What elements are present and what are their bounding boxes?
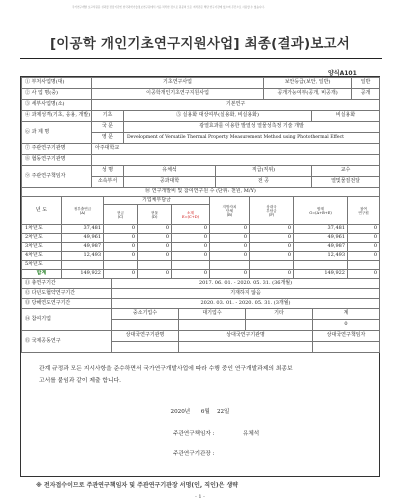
funding-cell-local: 0 <box>210 234 250 243</box>
value-total-period: 2017. 06. 01. - 2020. 05. 31. (36개월) <box>112 279 380 289</box>
funding-cell-staff: 0 <box>348 243 380 252</box>
partners-h-large: 대기업수 <box>179 309 246 320</box>
label-dept-program: ① 부처사업명(대) <box>22 78 92 89</box>
sign-date <box>21 407 379 415</box>
funding-cell-kind: 0 <box>138 252 172 261</box>
sum-sub: 0 <box>172 270 210 279</box>
label-project-title: ⑥ 과 제 명 <box>22 122 92 144</box>
value-disclosure: 공개 <box>352 89 380 100</box>
funding-row <box>22 252 380 261</box>
sum-gov: 149,922 <box>62 270 104 279</box>
label-intl: ⑮ 국제공동연구 <box>22 331 112 353</box>
funding-cell-total <box>294 261 348 270</box>
value-dept: 공과대학 <box>124 177 216 188</box>
pledge-line-2: 고서를 붙임과 같이 제출 합니다. <box>39 378 122 384</box>
label-disclosure: 공개가능여부(공개, 비공개) <box>264 89 352 100</box>
funding-cell-staff: 0 <box>348 252 380 261</box>
sum-label: 합계 <box>22 270 62 279</box>
funding-row <box>22 243 380 252</box>
col-cash: 현금 (C) <box>104 205 138 225</box>
value-program: 이공학개인기초연구지원사업 <box>92 89 264 100</box>
sign-day: 22일 <box>216 409 230 415</box>
sign-inst-label: 주관연구기관장 : <box>173 451 215 457</box>
col-subtotal: 소계 E=(C+D) <box>172 205 210 225</box>
funding-cell-cash <box>104 261 138 270</box>
funding-cell-sub <box>172 261 210 270</box>
intl-v-inst-2 <box>179 342 313 353</box>
sum-total: 149,922 <box>294 270 348 279</box>
page-number: - 1 - <box>195 494 205 500</box>
intl-h-inst-1: 상대국연구기관명 <box>112 331 179 342</box>
label-project-type: ④ 과제성격(기초, 응용, 개발) <box>22 111 92 122</box>
sign-year: 2020년 <box>170 409 191 415</box>
funding-rows <box>22 225 380 270</box>
label-total-period: ⑪ 총연구기간 <box>22 279 112 289</box>
col-total: 합계 G=(A+B+E) <box>294 197 348 225</box>
funding-cell-year: 4차년도 <box>22 252 62 261</box>
funding-cell-sub: 0 <box>172 252 210 261</box>
funding-cell-year: 2차년도 <box>22 234 62 243</box>
value-coop-institution <box>92 155 380 166</box>
funding-table <box>21 187 380 279</box>
label-position: 직급(직위) <box>216 166 312 177</box>
pledge-line-1: 관계 규정과 모든 지시사항을 준수하면서 국가연구개발사업에 따라 수행 중인 연구개발과제의 최종보 <box>39 366 293 372</box>
intl-v-inst-1 <box>112 342 179 353</box>
intl-h-inst-2: 상대국연구기관명 <box>179 331 313 342</box>
funding-cell-sub: 0 <box>172 243 210 252</box>
col-other: 상대국 부담금 (F) <box>250 197 294 225</box>
partners-h-other: 기타 <box>246 309 313 320</box>
funding-cell-other: 0 <box>250 225 294 234</box>
label-commercialization: ⑤ 실용화 대상여부(실용화, 비실용화) <box>124 111 312 122</box>
funding-cell-kind <box>138 261 172 270</box>
partners-v-other <box>246 320 313 331</box>
funding-cell-year: 1차년도 <box>22 225 62 234</box>
sum-kind: 0 <box>138 270 172 279</box>
funding-row <box>22 261 380 270</box>
col-gov: 정부출연금 (A) <box>62 197 104 225</box>
funding-cell-cash: 0 <box>104 234 138 243</box>
value-security: 일반 <box>352 78 380 89</box>
funding-cell-kind: 0 <box>138 234 172 243</box>
col-staff: 참여 연구원 <box>348 197 380 225</box>
sign-lead-name: 유체석 <box>243 431 260 437</box>
funding-cell-other: 0 <box>250 252 294 261</box>
funding-cell-local: 0 <box>210 252 250 261</box>
label-name: 성 명 <box>92 166 124 177</box>
col-corp: 기업체부담금 <box>104 197 210 205</box>
sign-month: 6월 <box>200 409 210 415</box>
funding-row <box>22 234 380 243</box>
funding-cell-other <box>250 261 294 270</box>
funding-cell-local: 0 <box>210 225 250 234</box>
value-position: 교수 <box>312 166 380 177</box>
value-name: 유체석 <box>124 166 216 177</box>
partners-v-total: 0 <box>313 320 380 331</box>
funding-cell-cash: 0 <box>104 252 138 261</box>
report-form <box>20 76 380 477</box>
funding-cell-sub: 0 <box>172 234 210 243</box>
funding-cell-sub: 0 <box>172 225 210 234</box>
funding-cell-gov: 49,961 <box>62 234 104 243</box>
title-rule <box>20 58 382 59</box>
sum-cash: 0 <box>104 270 138 279</box>
funding-cell-local: 0 <box>210 243 250 252</box>
sum-local: 0 <box>210 270 250 279</box>
sum-staff: 0 <box>348 270 380 279</box>
value-dept-program: 기초연구사업 <box>92 78 264 89</box>
label-subprogram: ③ 세부사업명(소) <box>22 100 92 111</box>
col-year: 년 도 <box>22 197 62 225</box>
label-lead-researcher: ⑨ 주관연구책임자 <box>22 166 92 188</box>
funding-cell-staff: 0 <box>348 225 380 234</box>
funding-cell-staff: 0 <box>348 234 380 243</box>
funding-cell-kind: 0 <box>138 243 172 252</box>
funding-cell-gov: 37,481 <box>62 225 104 234</box>
partners-v-sme <box>112 320 179 331</box>
header-note: 국가연구개발 보고서원문 성과물 전담기관인 한국과학기술정보연구원에서 가공·처리한 것으로 원문의 모든 저작권은 해당 연구기관에 있으며 무단으로 사용할 수 없습니다. <box>72 6 265 9</box>
funding-cell-cash: 0 <box>104 243 138 252</box>
project-title-english: Development of Versatile Thermal Property Measurement Method using Photothermal Effect <box>124 133 380 144</box>
sign-lead-label: 주관연구책임자 : <box>173 431 215 437</box>
label-program: ② 사 업 명(중) <box>22 89 92 100</box>
report-title: [이공학 개인기초연구지원사업] 최종(결과)보고서 <box>49 36 351 52</box>
funding-cell-year: 5차년도 <box>22 261 62 270</box>
funding-cell-year: 3차년도 <box>22 243 62 252</box>
label-multi-year: ⑫ 다년도협약연구기간 <box>22 289 112 299</box>
footnote: ※ 전자접수이므로 주관연구책임자 및 주관연구기관장 서명(인, 직인)은 생략 <box>36 482 239 489</box>
funding-cell-other: 0 <box>250 234 294 243</box>
partners-v-large <box>179 320 246 331</box>
col-local: 지방자치 단체 (B) <box>210 197 250 225</box>
label-security: 보안등급(보안, 일반) <box>264 78 352 89</box>
funding-cell-kind: 0 <box>138 225 172 234</box>
value-major: 열및물질전달 <box>312 177 380 188</box>
label-korean: 국 문 <box>92 122 124 133</box>
funding-cell-other: 0 <box>250 243 294 252</box>
funding-cell-gov: 49,987 <box>62 243 104 252</box>
funding-cell-total: 37,481 <box>294 225 348 234</box>
pledge-text <box>39 363 369 387</box>
label-current-period: ⑬ 당해연도연구기간 <box>22 299 112 309</box>
funding-cell-gov <box>62 261 104 270</box>
funding-cell-local <box>210 261 250 270</box>
label-dept: 소속부서 <box>92 177 124 188</box>
funding-caption: ⑩ 연구개발비 및 참여연구원 수 (단위: 천원, M/Y) <box>22 188 380 197</box>
funding-cell-total: 49,987 <box>294 243 348 252</box>
value-current-period: 2020. 03. 01. - 2020. 05. 31. (3개월) <box>112 299 380 309</box>
value-multi-year: 기재하지 않음 <box>112 289 380 299</box>
label-partners: ⑭ 참여기업 <box>22 309 112 331</box>
intl-v-lead <box>313 342 380 353</box>
label-major: 전 공 <box>216 177 312 188</box>
label-coop-institution: ⑧ 협동연구기관명 <box>22 155 92 166</box>
partners-h-sme: 중소기업수 <box>112 309 179 320</box>
value-lead-institution: 아주대학교 <box>92 144 380 155</box>
info-table <box>21 77 380 188</box>
project-title-korean: 광열효과를 이용한 발열성 열물성측정 기술 개발 <box>124 122 380 133</box>
partners-h-total: 계 <box>313 309 380 320</box>
sum-other: 0 <box>250 270 294 279</box>
funding-cell-total: 49,961 <box>294 234 348 243</box>
value-subprogram: 기본연구 <box>92 100 380 111</box>
value-commercialization: 비실용화 <box>312 111 380 122</box>
funding-cell-total: 12,493 <box>294 252 348 261</box>
label-english: 영 문 <box>92 133 124 144</box>
form-number: 양식A101 <box>328 70 357 77</box>
funding-cell-gov: 12,493 <box>62 252 104 261</box>
col-kind: 현물 (D) <box>138 205 172 225</box>
period-table <box>21 278 380 353</box>
label-lead-institution: ⑦ 주관연구기관명 <box>22 144 92 155</box>
funding-row <box>22 225 380 234</box>
funding-cell-staff <box>348 261 380 270</box>
intl-h-lead: 상대국연구책임자 <box>313 331 380 342</box>
funding-cell-cash: 0 <box>104 225 138 234</box>
value-project-type: 기초 <box>92 111 124 122</box>
